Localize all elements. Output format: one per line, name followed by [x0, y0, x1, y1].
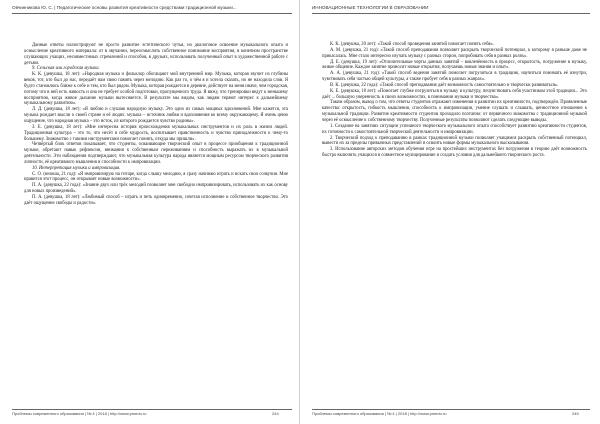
paragraph: 3. Использование авторских методов обучения игре на простейших инструментах без погружения в теорию даёт возможность быстро включить учащихся в совместное музицирование и создать условия для дальнейшего творческого роста.	[322, 147, 587, 159]
section-heading: 10. Интерпретация музыки и импровизация.	[32, 165, 121, 171]
paragraph: А. М. (девушка, 21 год): «Такой способ преподавания позволяет раскрыть творческий потенциал, к которому я раньше даже не прикасалась. Мне стало интересно изучать музыку с разных сторон, попробовать себя в разных ролях».	[322, 47, 587, 59]
body-text	[322, 42, 587, 159]
paragraph: К. К. (девушка, 18 лет): «Народная музыка и фольклор обогащают мой внутренний мир. Музыка, которая звучит из глубины веков, тот, кто был до нас, передаёт нам свою память через мелодию. Как раз то, о чём я и хотела сказать, но не находила слов. Я будто становлюсь ближе к себе и тем, кто был рядом. Музыка, которая рождается в деревне, действует на меня иначе, чем городская, потому что в ней есть живость и она не требует особой подготовки, пропущенного труда. Я вижу, что тренировки ведут к меньшему восприятию, когда живое дыхание музыки вытесняется. В результате мы видим, как людям теряют интерес к дальнейшему музыкальному развитию».	[24, 72, 288, 107]
paragraph: Четвёртый блок ответов показывает, что студенты, осваивающие творческий опыт в процессе приобщения к традиционной музыке, обретают навык рефлексии, внимания к собственным переживаниям и способность выражать их в музыкальной деятельности. Эти наблюдения подтверждают, что музыкальная культура народа является мощным ресурсом творческого развития личности, её креативного мышления и способности к импровизации.	[24, 142, 288, 165]
paragraph: П. А. (девушка, 22 года): «Знание двух или трёх мелодий позволяет мне свободно импровизировать, использовать их как основу для новых произведений».	[24, 183, 288, 195]
paragraph: Таким образом, вывод о том, что ответы студентов отражают изменения в развитии их креативности, подтверждён. Проявленные качества: открытость, гибкость мышления, способность к импровизации, умение слушать и слышать, ценностное отношение к музыкальной традиции. Развитие креативности студентов проходило поэтапно: от первичного знакомства с традиционной музыкой через её осмысление к собственному творчеству. Полученные результаты позволяют сделать следующие выводы.	[322, 100, 587, 123]
paragraph: Л. Д. (девушка, 18 лет): «Я люблю и слушаю народную музыку. Это одно из самых мощных вдохновений. Мне кажется, эта музыка рождает мысли о своей стране и её людях: музыка – источник любви и вдохновения ко всему окружающему. Я очень ценю ощущение, что народная музыка – это исток, из которого рождается чувство родины».	[24, 107, 288, 124]
body-text	[24, 43, 288, 207]
paragraph: З. Е. (девушка, 18 лет): «Мне интересна история происхождения музыкальных инструментов и их роль в жизни людей. Традиционная культура – это то, что несёт в себе мудрость, воспитывает нравственность и чувство принадлежности к чему-то большему. Знакомство с такими инструментами помогает понять, откуда мы пришли».	[24, 124, 288, 142]
right-page	[300, 0, 600, 424]
paragraph: Д. Е. (девушка, 19 лет): «Отличительные черты данных занятий – вовлечённость в процесс, открытость, погружение в музыку, живое общение. Каждое занятие приносит новые открытия, получаешь новые знания и опыт».	[322, 59, 587, 71]
paragraph: С. О. (юноша, 21 год): «Я импровизирую на гитаре, когда слышу мелодию, я сразу начинаю играть и искать свои созвучия. Мне нравится этот процесс, он открывает новые возможности».	[24, 171, 288, 183]
page-number: 245	[572, 411, 579, 416]
running-header: ИННОВАЦИОННЫЕ ТЕХНОЛОГИИ В ОБРАЗОВАНИИ	[312, 5, 429, 10]
paragraph: Данные ответы иллюстрируют не просто развитие эстетического чутья, но диалоговое освоение музыкального опыта и осмысление креативного материала: от в звучании, переосмыслить собственное понимание восприятия, в конечном пространстве слушающих учащих, несовместимых стремлений и способов, в друзьях, использовать полученный опыт в художественной работе с детьми.	[24, 43, 288, 66]
page-footer: Проблемы современного образования | № 4 | 2018 | http://www.pmedu.ru	[12, 411, 147, 416]
paragraph: П. А. (девушка, 18 лет): «Любимый способ – играть и петь одновременно, сочетая исполнение и собственное творчество. Это даёт ощущение свободы и радости».	[24, 194, 288, 206]
paragraph: 1. Создание на занятиях ситуации успешного творческого музыкального опыта способствует развитию креативности студентов, их готовности к самостоятельной творческой деятельности и импровизации.	[322, 123, 587, 135]
footer-rule	[12, 409, 292, 410]
section-heading: 9. Сельская или городская музыка.	[32, 66, 100, 72]
header-rule	[312, 13, 590, 14]
paragraph: К. К. (девушка, 20 лет): «Такой способ проведения занятий помогает понять себя».	[330, 42, 495, 47]
paragraph: К. Е. (девушка, 18 лет): «Помогает глубже погрузиться в музыку и культуру, почувствовать себя участником этой традиции... Это даёт ... большую уверенность в своих возможностях, в понимании музыки и творчества».	[322, 88, 587, 100]
paragraph: 2. Творческий подход к преподаванию в рамках традиционной музыки позволяет учащимся раскрыть собственный потенциал, вывести их за пределы привычных представлений и освоить новые формы музыкального высказывания.	[322, 135, 587, 147]
paragraph: В. К. (девушка, 22 года): «Такой способ преподавания даёт возможность самостоятельно и творчески развиваться».	[330, 82, 559, 88]
page-footer: Проблемы современного образования | № 4 | 2018 | http://www.pmedu.ru	[312, 411, 447, 416]
running-header: Овчинникова Ю. С. | Педагогические основы развития креативности средствами традиционной музыки...	[12, 5, 237, 10]
footer-rule	[312, 409, 590, 410]
paragraph: А. А. (девушка, 21 год): «Такой способ ведения занятий помогает погрузиться в традицию, научиться понимать её изнутри, чувствовать себя частью общей культуры, а также пробует себя в разных жанрах».	[322, 71, 587, 83]
header-rule	[12, 13, 292, 14]
page-number: 244	[272, 411, 279, 416]
